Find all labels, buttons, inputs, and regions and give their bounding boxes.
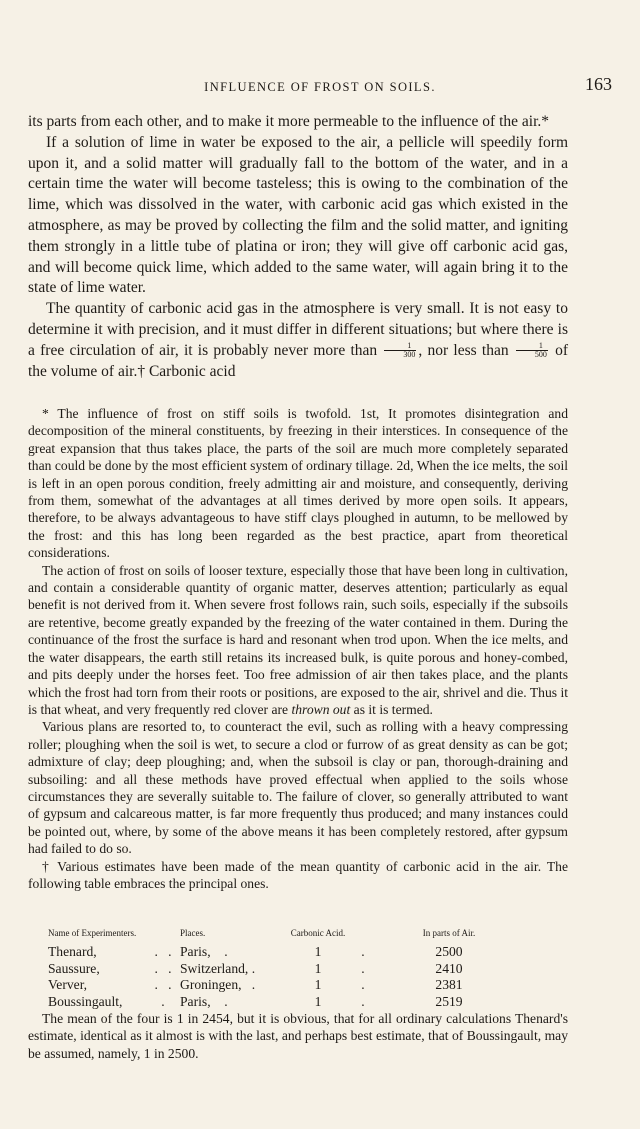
parts-of-air-value: 2381 [435,977,463,992]
place-text: Switzerland, [180,960,249,976]
page-header [28,74,612,98]
place-name: Paris, . [180,993,228,1009]
experimenter-name: Boussingault, [48,993,123,1009]
paragraph-text-start: The quantity of carbonic acid gas in the atmosphere is very small. It is not easy to determine it with precision, and it must differ in different situations; but where there is a free circulation of air, it is probably never more than [28,300,568,359]
parts-of-air-value: 2519 [435,993,463,1009]
footnote-frost-loose-soils [28,562,568,719]
place-name: Groningen, . [180,977,256,992]
conclusion-paragraph: The mean of the four is 1 in 2454, but it is obvious, that for all ordinary calculations Thenard's estimate, identical as it almost is with the last, and perhaps best estimate, that of Boussingault, may be assumed, namely, 1 in 2500. [28,1011,568,1061]
table-header-row [48,928,518,944]
footnote-conclusion [28,1010,568,1062]
footnote-italic-term: thrown out [291,701,351,717]
paragraph-text-end: of the volume of air.† Carbonic acid [28,341,569,380]
fraction-max-numerator: 1 [384,342,416,351]
leader-dots: . [361,944,365,959]
footnote-text: The action of frost on soils of looser texture, especially those that have been long in cultivation, and contain a considerable quantity of organic matter, deserves attention; particularly as equal benefit is not derived from it. When severe frost follows rain, such soils, especially if the subsoils are retentive, become greatly expanded by the freezing of the water contained in them. During the continuance of the frost the surface is hard and resonant when trod upon. When the ice melts, and the water disappears, the earth still retains its increased bulk, is quite porous and honey-combed, and pits deeply under the horses feet. Too free admission of air then takes place, and the plants which the frost had torn from their roots or positions, are exposed to the air, shrivel and die. Thus it is that wheat, and very frequently red clover are [28,562,568,717]
paragraph-carbonic-acid-quantity [28,299,568,382]
table-header-places: Places. [180,928,206,938]
table-header-spacer [346,928,380,944]
experimenter-name: Saussure, [48,960,100,976]
paragraph-continuation: its parts from each other, and to make it more permeable to the influence of the air.* [28,113,550,130]
paragraph-lime-solution: If a solution of lime in water be exposed to the air, a pellicle will speedily form upon it, and a solid matter will gradually fall to the bottom of the water, and in a certain time the water will become tasteless; this is owing to the combination of the lime, which was dissolved in the water, with carbonic acid gas which existed in the atmosphere, as may be proved by collecting the film and the solid matter, and igniting them strongly in a little tube of platina or iron; they will give off carbonic acid gas, and will become quick lime, which added to the same water, will again bring it to the state of lime water. [28,133,568,297]
fraction-max [384,342,416,359]
carbonic-acid-value: 1 [314,944,322,959]
carbonic-acid-value: 1 [314,960,322,976]
running-head: INFLUENCE OF FROST ON SOILS. [204,80,436,94]
table-header-parts-of-air: In parts of Air. [422,928,476,938]
table-row [48,961,518,978]
leader-dots: . . [154,977,172,992]
leader-dots: . [361,960,365,976]
leader-dots: . [161,993,165,1009]
main-text [28,112,568,382]
place-name: Paris, . [180,944,228,959]
footnote-frost-stiff-soils: * The influence of frost on stiff soils is twofold. 1st, It promotes disintegration and decomposition of the mineral constituents, by freezing in their interstices. In consequence of the great expansion that thus takes place, the parts of the soil are much more completely separated than could be done by the most efficient system of ordinary tillage. 2d, When the ice melts, the soil is left in an open porous condition, freely admitting air and moisture, and consequently, deriving from them, somewhat of the advantages at all times derived by more open soils. It appears, therefore, to be always advantageous to have stiff clays ploughed in autumn, to be mellowed by the frost: and this has long been regarded as the best practice, apart from theoretical considerations. [28,406,568,561]
carbonic-acid-value: 1 [314,993,322,1009]
place-name: Switzerland, . [180,960,256,976]
footnote-estimates-intro: † Various estimates have been made of the mean quantity of carbonic acid in the air. The following table embraces the principal ones. [28,858,568,891]
fraction-min-denominator: 500 [534,349,547,359]
footnote-remedies: Various plans are resorted to, to counteract the evil, such as rolling with a heavy compressing roller; ploughing when the soil is wet, to secure a clod or furrow of as great density as can be got; admixture of clay; deep ploughing; and, when the subsoil is clay or pan, thorough-draining and subsoiling: and all these methods have proved effectual when applied to the soils whose circumstances they are severally suitable to. The failure of clover, so generally attributed to want of gypsum and calcareous matter, is far more frequently thus produced; and many instances could be pointed out, where, by some of the above means it has been completely restored, after gypsum had failed to do so. [28,719,568,857]
parts-of-air-value: 2500 [435,944,463,959]
leader-dots: . [361,977,365,992]
leader-dots: . [361,993,365,1009]
place-text: Paris, [180,944,211,959]
table-header-experimenters: Name of Experimenters. [48,928,137,938]
leader-dots: . . [154,944,172,959]
table-row [48,977,518,994]
page-number: 163 [585,74,612,94]
experimenter-name: Thenard, [48,944,97,959]
footnotes [28,405,568,892]
table-row [48,944,518,961]
carbonic-acid-table [48,928,518,1010]
paragraph-text-mid: , nor less than [418,341,509,359]
place-text: Groningen, [180,977,242,992]
place-text: Paris, [180,993,211,1009]
experimenter-name: Verver, [48,977,88,992]
parts-of-air-value: 2410 [435,960,463,976]
footnote-text: as it is termed. [353,701,433,717]
fraction-min [516,342,548,359]
table-row [48,994,518,1011]
fraction-max-denominator: 300 [403,349,416,359]
leader-dots: . . [154,960,172,976]
table-header-spacer [146,928,180,944]
table-header-carbonic-acid: Carbonic Acid. [290,928,346,938]
carbonic-acid-value: 1 [314,977,322,992]
fraction-min-numerator: 1 [516,342,548,351]
